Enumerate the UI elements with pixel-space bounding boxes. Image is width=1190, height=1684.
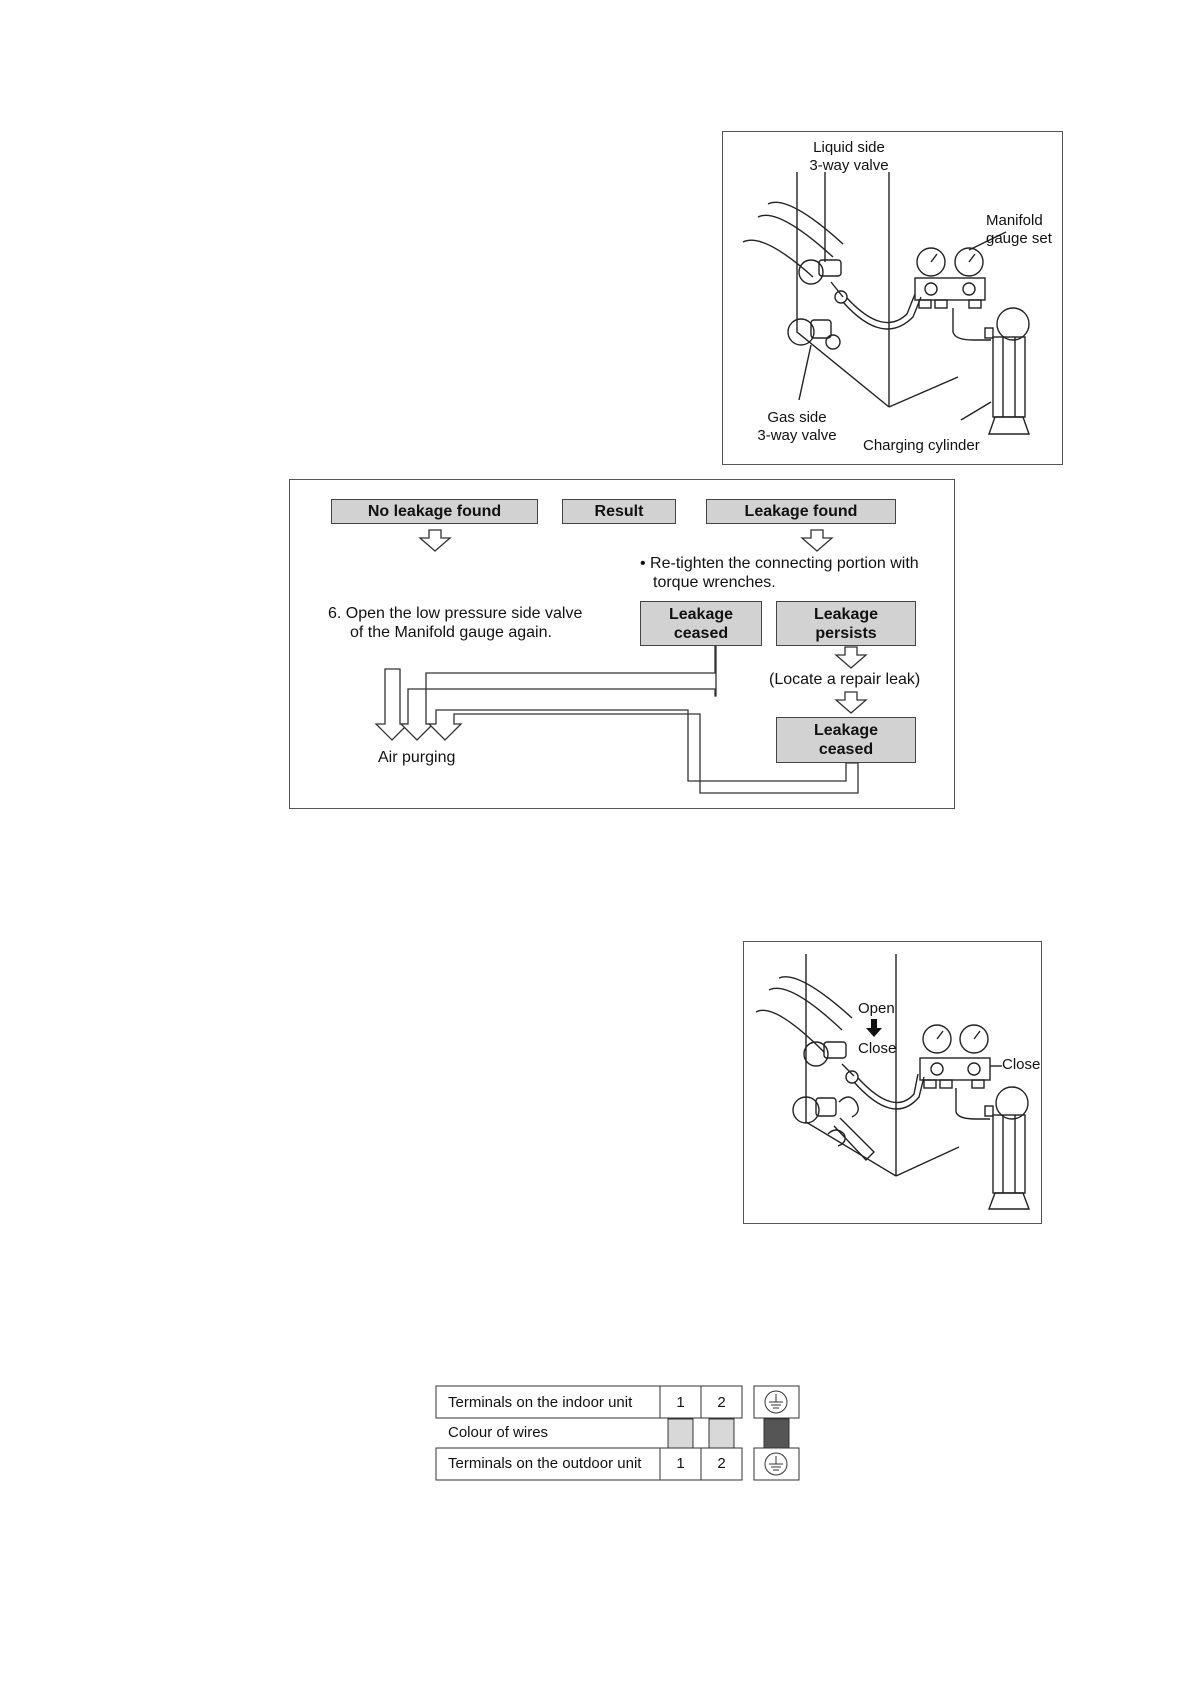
figure-valve-open-close	[743, 941, 1042, 1224]
arrow-no-leakage	[420, 530, 450, 551]
leak-test-flowchart	[289, 479, 955, 809]
retighten-line2: torque wrenches.	[653, 574, 776, 591]
open-close-arrow	[866, 1019, 882, 1037]
outdoor-terminals-label: Terminals on the outdoor unit	[448, 1455, 642, 1472]
figure-manifold-connection	[722, 131, 1063, 465]
wire-colour-earth	[764, 1419, 789, 1448]
box-leakage-ceased-2: Leakage ceased	[776, 717, 916, 763]
indoor-terminal-2: 2	[717, 1394, 726, 1411]
wire-colour-1	[668, 1419, 693, 1448]
manifold-line1: Manifold	[986, 212, 1043, 229]
gas-side-line1: Gas side	[767, 409, 827, 426]
liquid-side-line1: Liquid side	[813, 139, 885, 156]
arrow-persists	[836, 647, 866, 668]
indoor-terminal-1: 1	[676, 1394, 685, 1411]
box-no-leakage: No leakage found	[331, 499, 538, 524]
step6-line2: of the Manifold gauge again.	[350, 624, 552, 641]
indoor-terminals-label: Terminals on the indoor unit	[448, 1394, 633, 1411]
gas-side-line2: 3-way valve	[757, 427, 837, 444]
retighten-line1: • Re-tighten the connecting portion with	[640, 555, 919, 572]
arrow-leakage-found	[802, 530, 832, 551]
liquid-side-line2: 3-way valve	[809, 157, 889, 174]
valve-open-close-drawing	[744, 942, 1043, 1225]
air-purging-label: Air purging	[378, 749, 456, 766]
colour-of-wires-label: Colour of wires	[448, 1424, 549, 1441]
label-charging-cylinder: Charging cylinder	[863, 437, 980, 454]
step-6	[328, 604, 582, 642]
wire-colour-2	[709, 1419, 734, 1448]
terminal-wiring-table	[435, 1385, 805, 1485]
label-close-left: Close	[858, 1040, 897, 1057]
box-leakage-ceased-1: Leakage ceased	[640, 601, 762, 646]
outdoor-terminal-1: 1	[676, 1455, 685, 1472]
arrow-locate	[836, 692, 866, 713]
outdoor-terminal-2: 2	[717, 1455, 726, 1472]
arrow-main-down	[376, 669, 408, 740]
label-close-right: Close	[1002, 1056, 1041, 1073]
label-gas-side	[747, 409, 847, 445]
step6-line1: 6. Open the low pressure side valve	[328, 605, 583, 622]
locate-repair-leak: (Locate a repair leak)	[769, 671, 921, 688]
label-open: Open	[858, 1000, 895, 1017]
retighten-note	[640, 554, 919, 592]
box-result: Result	[562, 499, 676, 524]
box-leakage-found: Leakage found	[706, 499, 896, 524]
manifold-line2: gauge set	[986, 230, 1052, 247]
label-manifold	[986, 212, 1052, 248]
label-liquid-side	[799, 139, 899, 175]
box-leakage-persists: Leakage persists	[776, 601, 916, 646]
